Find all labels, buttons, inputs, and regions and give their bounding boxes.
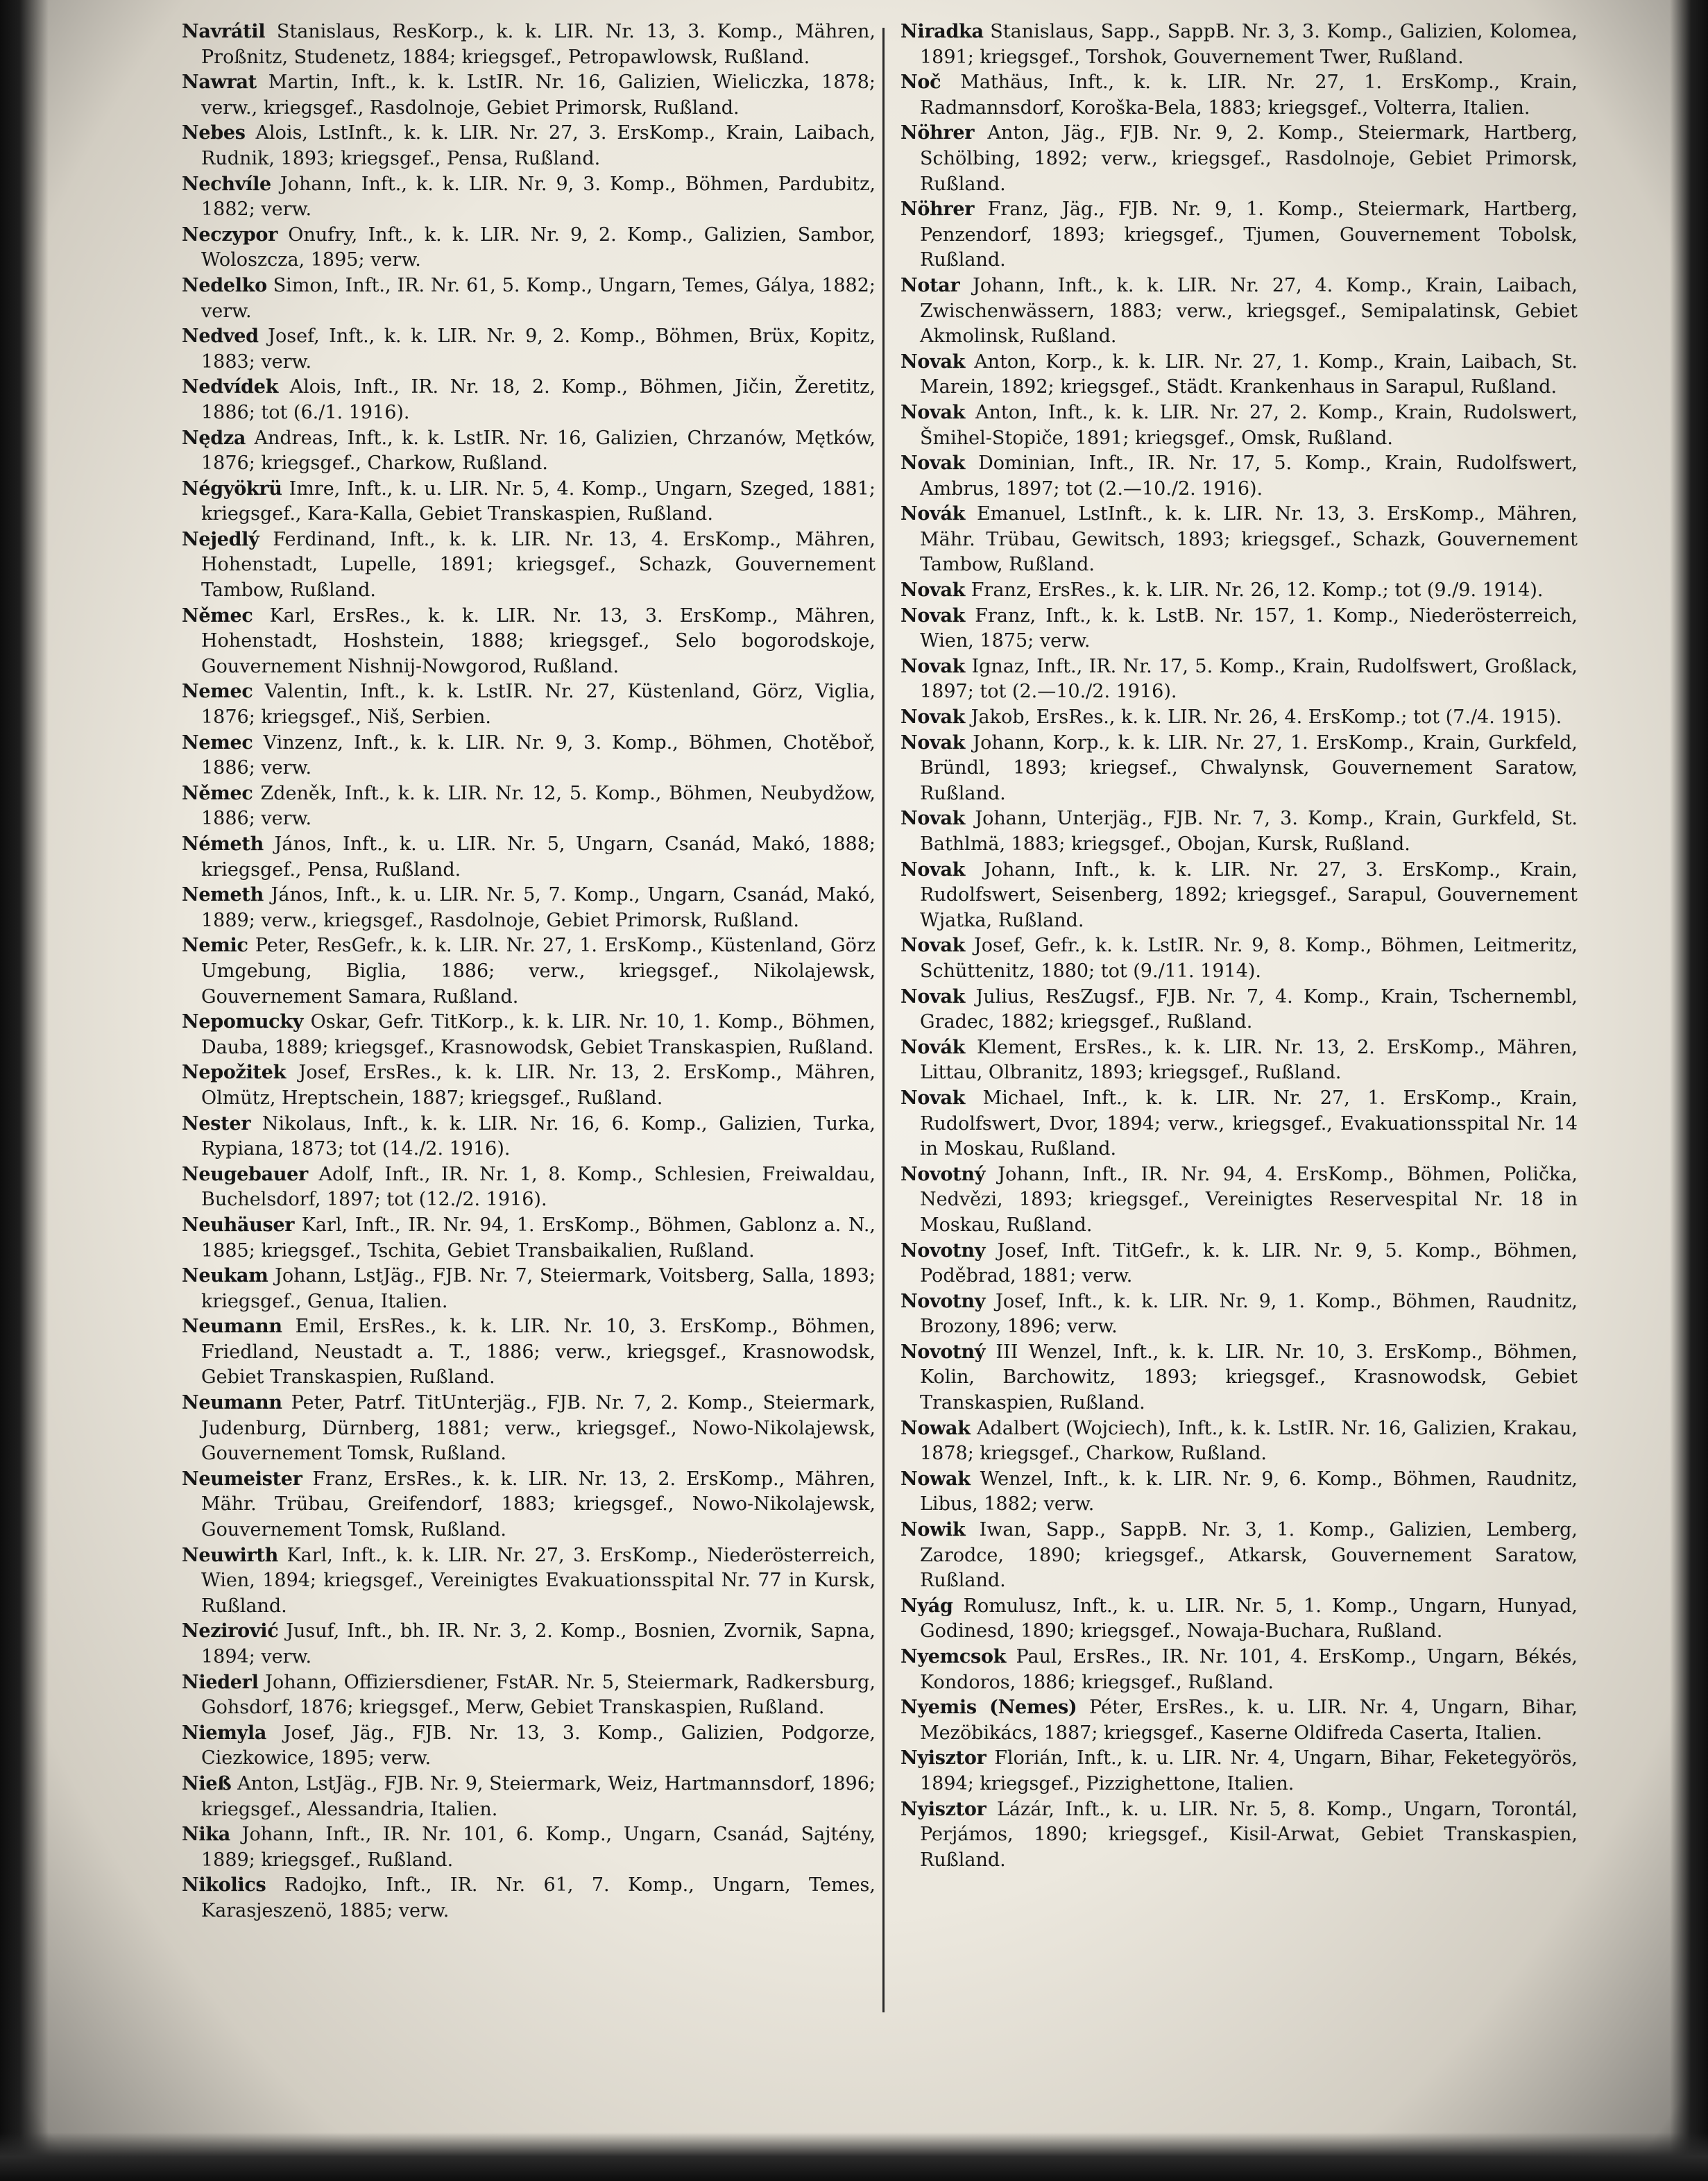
entry-details: Johann, Korp., k. k. LIR. Nr. 27, 1. ErsKomp., Krain, Gurkfeld, Bründl, 1893; kriegsef., Chwalynsk, Gouvernement Saratow, Rußland.: [920, 731, 1578, 804]
entry-details: Peter, Patrf. TitUnterjäg., FJB. Nr. 7, 2. Komp., Steiermark, Judenburg, Dürnberg, 1881; verw., kriegsgef., Nowo-Nikolajewsk, Gouvernement Tomsk, Rußland.: [201, 1392, 876, 1465]
list-entry: [182, 604, 876, 680]
list-entry: [182, 273, 876, 324]
entry-details: Julius, ResZugsf., FJB. Nr. 7, 4. Komp., Krain, Tschernembl, Gradec, 1882; kriegsgef., Rußland.: [920, 985, 1578, 1033]
entry-surname: Négyökrü: [182, 477, 282, 500]
entry-details: Johann, Inft., IR. Nr. 94, 4. ErsKomp., Böhmen, Polička, Nedvězi, 1893; kriegsgef., Vereinigtes Reservespital Nr. 18 in Moskau, Rußland.: [920, 1163, 1578, 1236]
entry-surname: Nowik: [900, 1519, 966, 1541]
entry-surname: Novak: [900, 808, 966, 830]
entry-surname: Nika: [182, 1824, 230, 1846]
list-entry: [182, 1543, 876, 1620]
entry-surname: Novak: [900, 604, 966, 627]
entry-details: Valentin, Inft., k. k. LstIR. Nr. 27, Küstenland, Görz, Viglia, 1876; kriegsgef., Niš, Serbien.: [201, 681, 876, 729]
entry-surname: Novak: [900, 579, 966, 602]
entry-details: Josef, Inft., k. k. LIR. Nr. 9, 1. Komp., Böhmen, Raudnitz, Brozony, 1896; verw.: [920, 1290, 1578, 1338]
entry-surname: Novak: [900, 452, 966, 475]
entry-details: Alois, Inft., IR. Nr. 18, 2. Komp., Böhmen, Jičin, Žeretitz, 1886; tot (6./1. 1916).: [201, 376, 876, 423]
entry-surname: Novotny: [900, 1290, 986, 1312]
list-entry: [182, 121, 876, 171]
entry-surname: Novak: [900, 985, 966, 1008]
entry-surname: Novotný: [900, 1341, 986, 1363]
entry-details: III Wenzel, Inft., k. k. LIR. Nr. 10, 3. ErsKomp., Böhmen, Kolin, Barchowitz, 1893; kriegsgef., Krasnowodsk, Gebiet Transkaspien, Rußland.: [920, 1341, 1578, 1414]
list-entry: [182, 527, 876, 604]
entry-details: Lázár, Inft., k. u. LIR. Nr. 5, 8. Komp., Ungarn, Torontál, Perjámos, 1890; kriegsgef., Kisil-Arwat, Gebiet Transkaspien, Rußland.: [920, 1798, 1578, 1871]
entry-details: Franz, ErsRes., k. k. LIR. Nr. 13, 2. ErsKomp., Mähren, Mähr. Trübau, Greifendorf, 1883; kriegsgef., Nowo-Nikolajewsk, Gouvernement Tomsk, Rußland.: [201, 1468, 876, 1541]
entry-surname: Němec: [182, 604, 253, 627]
scan-edge-left: [0, 0, 49, 2181]
list-entry: [182, 933, 876, 1010]
list-entry: [900, 858, 1578, 934]
entry-surname: Novak: [900, 935, 966, 957]
entry-details: Josef, ErsRes., k. k. LIR. Nr. 13, 2. ErsKomp., Mähren, Olmütz, Hreptschein, 1887; kriegsgef., Rußland.: [201, 1062, 876, 1109]
entry-details: Johann, Offiziersdiener, FstAR. Nr. 5, Steiermark, Radkersburg, Gohsdorf, 1876; kriegsgef., Merw, Gebiet Transkaspien, Rußland.: [201, 1671, 876, 1719]
entry-details: Johann, Inft., k. k. LIR. Nr. 27, 3. ErsKomp., Krain, Rudolfswert, Seisenberg, 1892; kriegsgef., Sarapul, Gouvernement Wjatka, Rußland.: [920, 858, 1578, 931]
entry-details: Josef, Gefr., k. k. LstIR. Nr. 9, 8. Komp., Böhmen, Leitmeritz, Schüttenitz, 1880; tot (9./11. 1914).: [920, 935, 1578, 982]
entry-details: Josef, Jäg., FJB. Nr. 13, 3. Komp., Galizien, Podgorze, Ciezkowice, 1895; verw.: [201, 1722, 876, 1770]
list-entry: [182, 1670, 876, 1721]
list-entry: [182, 19, 876, 70]
entry-details: Oskar, Gefr. TitKorp., k. k. LIR. Nr. 10, 1. Komp., Böhmen, Dauba, 1889; kriegsgef., Krasnowodsk, Gebiet Transkaspien, Rußland.: [201, 1011, 876, 1058]
list-entry: [182, 324, 876, 375]
entry-surname: Nieß: [182, 1772, 232, 1794]
list-entry: [900, 1594, 1578, 1645]
entry-details: Onufry, Inft., k. k. LIR. Nr. 9, 2. Komp., Galizien, Sambor, Woloszcza, 1895; verw.: [201, 223, 876, 271]
entry-surname: Nawrat: [182, 71, 257, 94]
entry-surname: Nebes: [182, 122, 246, 144]
list-entry: [900, 1289, 1578, 1340]
entry-details: Karl, ErsRes., k. k. LIR. Nr. 13, 3. ErsKomp., Mähren, Hohenstadt, Hoshstein, 1888; kriegsgef., Selo bogorodskoje, Gouvernement Nishnij-Nowgorod, Rußland.: [201, 604, 876, 677]
list-entry: [182, 832, 876, 883]
list-entry: [182, 1619, 876, 1670]
entry-details: Peter, ResGefr., k. k. LIR. Nr. 27, 1. ErsKomp., Küstenland, Görz Umgebung, Biglia, 1886; verw., kriegsgef., Nikolajewsk, Gouvernement Samara, Rußland.: [201, 935, 876, 1008]
scan-edge-bottom: [0, 2132, 1708, 2181]
entry-surname: Novák: [900, 503, 966, 525]
entry-surname: Nyág: [900, 1595, 953, 1617]
entry-surname: Neumann: [182, 1392, 282, 1414]
list-entry: [182, 1010, 876, 1060]
entry-surname: Niederl: [182, 1671, 259, 1693]
list-entry: [182, 1213, 876, 1264]
list-entry: [900, 1695, 1578, 1746]
list-entry: [182, 172, 876, 223]
list-entry: [900, 578, 1578, 604]
entry-details: Karl, Inft., k. k. LIR. Nr. 27, 3. ErsKomp., Niederösterreich, Wien, 1894; kriegsgef., Vereinigtes Evakuationsspital Nr. 77 in Kursk, Rußland.: [201, 1544, 876, 1617]
entry-details: Mathäus, Inft., k. k. LIR. Nr. 27, 1. ErsKomp., Krain, Radmannsdorf, Koroška-Bela, 1883; kriegsgef., Volterra, Italien.: [920, 71, 1578, 119]
entry-surname: Nemeth: [182, 884, 264, 906]
right-column: [900, 19, 1578, 1873]
entry-surname: Neugebauer: [182, 1163, 308, 1185]
entry-details: Adolf, Inft., IR. Nr. 1, 8. Komp., Schlesien, Freiwaldau, Buchelsdorf, 1897; tot (12./2. 1916).: [201, 1163, 876, 1211]
entry-details: Emanuel, LstInft., k. k. LIR. Nr. 13, 3. ErsKomp., Mähren, Mähr. Trübau, Gewitsch, 1893; kriegsgef., Schazk, Gouvernement Tambow, Rußland.: [920, 503, 1578, 576]
entry-surname: Novak: [900, 706, 966, 729]
entry-surname: Novak: [900, 350, 966, 373]
entry-surname: Nyemis (Nemes): [900, 1697, 1077, 1719]
entry-details: Josef, Inft., k. k. LIR. Nr. 9, 2. Komp., Böhmen, Brüx, Kopitz, 1883; verw.: [201, 325, 876, 373]
list-entry: [900, 1086, 1578, 1162]
list-entry: [182, 781, 876, 832]
list-entry: [182, 477, 876, 527]
list-entry: [900, 1239, 1578, 1289]
entry-surname: Neczypor: [182, 223, 278, 246]
entry-details: János, Inft., k. u. LIR. Nr. 5, 7. Komp., Ungarn, Csanád, Makó, 1889; verw., kriegsgef., Rasdolnoje, Gebiet Primorsk, Rußland.: [201, 884, 876, 931]
entry-details: Alois, LstInft., k. k. LIR. Nr. 27, 3. ErsKomp., Krain, Laibach, Rudnik, 1893; kriegsgef., Pensa, Rußland.: [201, 122, 876, 169]
list-entry: [900, 1416, 1578, 1467]
list-entry: [900, 654, 1578, 705]
list-entry: [900, 19, 1578, 70]
list-entry: [182, 375, 876, 425]
entry-surname: Niradka: [900, 21, 984, 42]
entry-details: Franz, ErsRes., k. k. LIR. Nr. 26, 12. Komp.; tot (9./9. 1914).: [971, 579, 1544, 602]
list-entry: [182, 1873, 876, 1924]
list-entry: [182, 1721, 876, 1772]
entry-details: Anton, LstJäg., FJB. Nr. 9, Steiermark, Weiz, Hartmannsdorf, 1896; kriegsgef., Alessandria, Italien.: [201, 1772, 876, 1820]
entry-details: Paul, ErsRes., IR. Nr. 101, 4. ErsKomp., Ungarn, Békés, Kondoros, 1886; kriegsgef., Rußland.: [920, 1646, 1578, 1693]
list-entry: [182, 1467, 876, 1543]
entry-details: Florián, Inft., k. u. LIR. Nr. 4, Ungarn, Bihar, Feketegyörös, 1894; kriegsgef., Pizzighettone, Italien.: [920, 1747, 1578, 1794]
list-entry: [900, 70, 1578, 121]
entry-details: Stanislaus, ResKorp., k. k. LIR. Nr. 13, 3. Komp., Mähren, Proßnitz, Studenetz, 1884; kriegsgef., Petropawlowsk, Rußland.: [201, 21, 876, 68]
list-entry: [900, 985, 1578, 1035]
entry-surname: Nędza: [182, 427, 246, 449]
entry-details: Emil, ErsRes., k. k. LIR. Nr. 10, 3. ErsKomp., Böhmen, Friedland, Neustadt a. T., 1886; verw., kriegsgef., Krasnowodsk, Gebiet Transkaspien, Rußland.: [201, 1316, 876, 1389]
entry-details: Josef, Inft. TitGefr., k. k. LIR. Nr. 9, 5. Komp., Böhmen, Poděbrad, 1881; verw.: [920, 1239, 1578, 1287]
list-entry: [182, 1112, 876, 1162]
entry-surname: Nemec: [182, 731, 253, 754]
entry-details: Radojko, Inft., IR. Nr. 61, 7. Komp., Ungarn, Temes, Karasjeszenö, 1885; verw.: [201, 1874, 876, 1921]
entry-surname: Németh: [182, 833, 264, 855]
entry-details: Johann, Unterjäg., FJB. Nr. 7, 3. Komp., Krain, Gurkfeld, St. Bathlmä, 1883; kriegsgef., Obojan, Kursk, Rußland.: [920, 808, 1578, 855]
entry-details: Anton, Inft., k. k. LIR. Nr. 27, 2. Komp., Krain, Rudolswert, Šmihel-Stopiče, 1891; kriegsgef., Omsk, Rußland.: [920, 401, 1578, 449]
list-entry: [900, 933, 1578, 984]
entry-details: Johann, Inft., k. k. LIR. Nr. 9, 3. Komp., Böhmen, Pardubitz, 1882; verw.: [201, 173, 876, 221]
entry-details: Stanislaus, Sapp., SappB. Nr. 3, 3. Komp., Galizien, Kolomea, 1891; kriegsgef., Torshok, Gouvernement Twer, Rußland.: [920, 21, 1578, 68]
entry-surname: Novak: [900, 1087, 966, 1109]
list-entry: [182, 1391, 876, 1467]
entry-surname: Neukam: [182, 1265, 268, 1287]
entry-surname: Neuhäuser: [182, 1214, 295, 1236]
entry-details: János, Inft., k. u. LIR. Nr. 5, Ungarn, Csanád, Makó, 1888; kriegsgef., Pensa, Rußland.: [201, 833, 876, 881]
list-entry: [900, 400, 1578, 451]
entry-details: Wenzel, Inft., k. k. LIR. Nr. 9, 6. Komp., Böhmen, Raudnitz, Libus, 1882; verw.: [920, 1468, 1578, 1516]
entry-details: Ignaz, Inft., IR. Nr. 17, 5. Komp., Krain, Rudolfswert, Großlack, 1897; tot (2.—10./2. 1916).: [920, 655, 1578, 703]
entry-details: Franz, Jäg., FJB. Nr. 9, 1. Komp., Steiermark, Hartberg, Penzendorf, 1893; kriegsgef., Tjumen, Gouvernement Tobolsk, Rußland.: [920, 198, 1578, 271]
entry-details: Ferdinand, Inft., k. k. LIR. Nr. 13, 4. ErsKomp., Mähren, Hohenstadt, Lupelle, 1891; kriegsgef., Schazk, Gouvernement Tambow, Rußland.: [201, 528, 876, 602]
list-entry: [900, 705, 1578, 731]
entry-surname: Nyemcsok: [900, 1646, 1007, 1667]
list-entry: [900, 1035, 1578, 1086]
list-entry: [900, 451, 1578, 502]
entry-surname: Nöhrer: [900, 122, 975, 144]
list-entry: [900, 806, 1578, 857]
entry-details: Anton, Korp., k. k. LIR. Nr. 27, 1. Komp., Krain, Laibach, St. Marein, 1892; kriegsgef., Städt. Krankenhaus in Sarapul, Rußland.: [920, 350, 1578, 398]
list-entry: [900, 350, 1578, 400]
entry-details: Klement, ErsRes., k. k. LIR. Nr. 13, 2. ErsKomp., Mähren, Littau, Olbranitz, 1893; kriegsgef., Rußland.: [920, 1036, 1578, 1084]
entry-details: Adalbert (Wojciech), Inft., k. k. LstIR. Nr. 16, Galizien, Krakau, 1878; kriegsgef., Charkow, Rußland.: [920, 1417, 1578, 1465]
list-entry: [182, 70, 876, 121]
entry-surname: Notar: [900, 274, 960, 296]
entry-surname: Němec: [182, 782, 253, 804]
entry-surname: Novák: [900, 1036, 966, 1058]
entry-surname: Neuwirth: [182, 1544, 278, 1566]
list-entry: [182, 1060, 876, 1111]
list-entry: [900, 1797, 1578, 1874]
entry-details: Karl, Inft., IR. Nr. 94, 1. ErsKomp., Böhmen, Gablonz a. N., 1885; kriegsgef., Tschita, Gebiet Transbaikalien, Rußland.: [201, 1214, 876, 1262]
entry-details: Michael, Inft., k. k. LIR. Nr. 27, 1. ErsKomp., Krain, Rudolfswert, Dvor, 1894; verw., kriegsgef., Evakuationsspital Nr. 14 in Moskau, Rußland.: [920, 1087, 1578, 1160]
entry-details: Franz, Inft., k. k. LstB. Nr. 157, 1. Komp., Niederösterreich, Wien, 1875; verw.: [920, 604, 1578, 652]
list-entry: [900, 121, 1578, 197]
list-entry: [182, 1264, 876, 1314]
list-entry: [900, 273, 1578, 350]
entry-details: Iwan, Sapp., SappB. Nr. 3, 1. Komp., Galizien, Lemberg, Zarodce, 1890; kriegsgef., Atkarsk, Gouvernement Saratow, Rußland.: [920, 1519, 1578, 1592]
entry-details: Romulusz, Inft., k. u. LIR. Nr. 5, 1. Komp., Ungarn, Hunyad, Godinesd, 1890; kriegsgef., Nowaja-Buchara, Rußland.: [920, 1595, 1578, 1643]
entry-surname: Neumann: [182, 1316, 282, 1338]
entry-surname: Nedvídek: [182, 376, 279, 398]
entry-surname: Novak: [900, 655, 966, 677]
entry-details: Martin, Inft., k. k. LstIR. Nr. 16, Galizien, Wieliczka, 1878; verw., kriegsgef., Rasdolnoje, Gebiet Primorsk, Rußland.: [201, 71, 876, 119]
entry-details: Péter, ErsRes., k. u. LIR. Nr. 4, Ungarn, Bihar, Mezöbikács, 1887; kriegsgef., Kaserne Oldifreda Caserta, Italien.: [920, 1697, 1578, 1744]
entry-surname: Nemec: [182, 681, 253, 703]
entry-details: Vinzenz, Inft., k. k. LIR. Nr. 9, 3. Komp., Böhmen, Chotěboř, 1886; verw.: [201, 731, 876, 779]
entry-surname: Novak: [900, 401, 966, 423]
entry-surname: Novotny: [900, 1239, 986, 1262]
list-entry: [182, 731, 876, 781]
entry-details: Nikolaus, Inft., k. k. LIR. Nr. 16, 6. Komp., Galizien, Turka, Rypiana, 1873; tot (14./2. 1916).: [201, 1112, 876, 1160]
entry-surname: Novak: [900, 858, 966, 881]
entry-surname: Nikolics: [182, 1874, 266, 1896]
list-entry: [900, 604, 1578, 654]
entry-surname: Nedelko: [182, 274, 267, 296]
entry-details: Johann, Inft., IR. Nr. 101, 6. Komp., Ungarn, Csanád, Sajtény, 1889; kriegsgef., Rußland.: [201, 1824, 876, 1871]
list-entry: [900, 502, 1578, 578]
entry-surname: Nyisztor: [900, 1747, 987, 1770]
list-entry: [900, 1162, 1578, 1239]
list-entry: [900, 197, 1578, 273]
entry-surname: Noč: [900, 71, 941, 94]
entry-surname: Nepomucky: [182, 1011, 304, 1033]
entry-surname: Neumeister: [182, 1468, 302, 1490]
entry-surname: Nowak: [900, 1468, 971, 1490]
entry-surname: Nepožitek: [182, 1062, 286, 1084]
list-entry: [182, 1162, 876, 1213]
entry-details: Anton, Jäg., FJB. Nr. 9, 2. Komp., Steiermark, Hartberg, Schölbing, 1892; verw., kriegsgef., Rasdolnoje, Gebiet Primorsk, Rußland.: [920, 122, 1578, 195]
entry-details: Johann, Inft., k. k. LIR. Nr. 27, 4. Komp., Krain, Laibach, Zwischenwässern, 1883; verw., kriegsgef., Semipalatinsk, Gebiet Akmolinsk, Rußland.: [920, 274, 1578, 348]
list-entry: [900, 1746, 1578, 1797]
left-column: [182, 19, 876, 1924]
column-divider: [882, 28, 885, 2012]
entry-surname: Nezirović: [182, 1620, 279, 1643]
list-entry: [900, 1467, 1578, 1518]
list-entry: [182, 679, 876, 730]
list-entry: [900, 1518, 1578, 1594]
entry-surname: Nowak: [900, 1417, 971, 1439]
entry-surname: Navrátil: [182, 21, 266, 42]
list-entry: [182, 426, 876, 477]
entry-surname: Nöhrer: [900, 198, 975, 221]
entry-surname: Novotný: [900, 1163, 986, 1185]
entry-details: Imre, Inft., k. u. LIR. Nr. 5, 4. Komp., Ungarn, Szeged, 1881; kriegsgef., Kara-Kalla, Gebiet Transkaspien, Rußland.: [201, 477, 876, 525]
entry-details: Zdeněk, Inft., k. k. LIR. Nr. 12, 5. Komp., Böhmen, Neubydžow, 1886; verw.: [201, 782, 876, 830]
entry-surname: Nechvíle: [182, 173, 271, 195]
entry-surname: Nester: [182, 1112, 251, 1135]
list-entry: [900, 1645, 1578, 1695]
list-entry: [182, 1314, 876, 1391]
list-entry: [182, 223, 876, 273]
entry-surname: Nyisztor: [900, 1798, 987, 1820]
entry-details: Johann, LstJäg., FJB. Nr. 7, Steiermark, Voitsberg, Salla, 1893; kriegsgef., Genua, Italien.: [201, 1265, 876, 1312]
list-entry: [182, 1772, 876, 1822]
entry-details: Jusuf, Inft., bh. IR. Nr. 3, 2. Komp., Bosnien, Zvornik, Sapna, 1894; verw.: [201, 1620, 876, 1667]
entry-surname: Nedved: [182, 325, 259, 348]
list-entry: [900, 1340, 1578, 1416]
entry-surname: Nejedlý: [182, 528, 259, 550]
entry-surname: Niemyla: [182, 1722, 267, 1744]
entry-details: Andreas, Inft., k. k. LstIR. Nr. 16, Galizien, Chrzanów, Mętków, 1876; kriegsgef., Charkow, Rußland.: [201, 427, 876, 475]
entry-details: Jakob, ErsRes., k. k. LIR. Nr. 26, 4. ErsKomp.; tot (7./4. 1915).: [971, 706, 1562, 729]
entry-details: Dominian, Inft., IR. Nr. 17, 5. Komp., Krain, Rudolfswert, Ambrus, 1897; tot (2.—10./2. 1916).: [920, 452, 1578, 500]
list-entry: [182, 883, 876, 933]
entry-surname: Nemic: [182, 935, 248, 957]
list-entry: [900, 731, 1578, 807]
scan-edge-right: [1670, 0, 1708, 2181]
entry-details: Simon, Inft., IR. Nr. 61, 5. Komp., Ungarn, Temes, Gálya, 1882; verw.: [201, 274, 876, 322]
list-entry: [182, 1822, 876, 1873]
entry-surname: Novak: [900, 731, 966, 754]
